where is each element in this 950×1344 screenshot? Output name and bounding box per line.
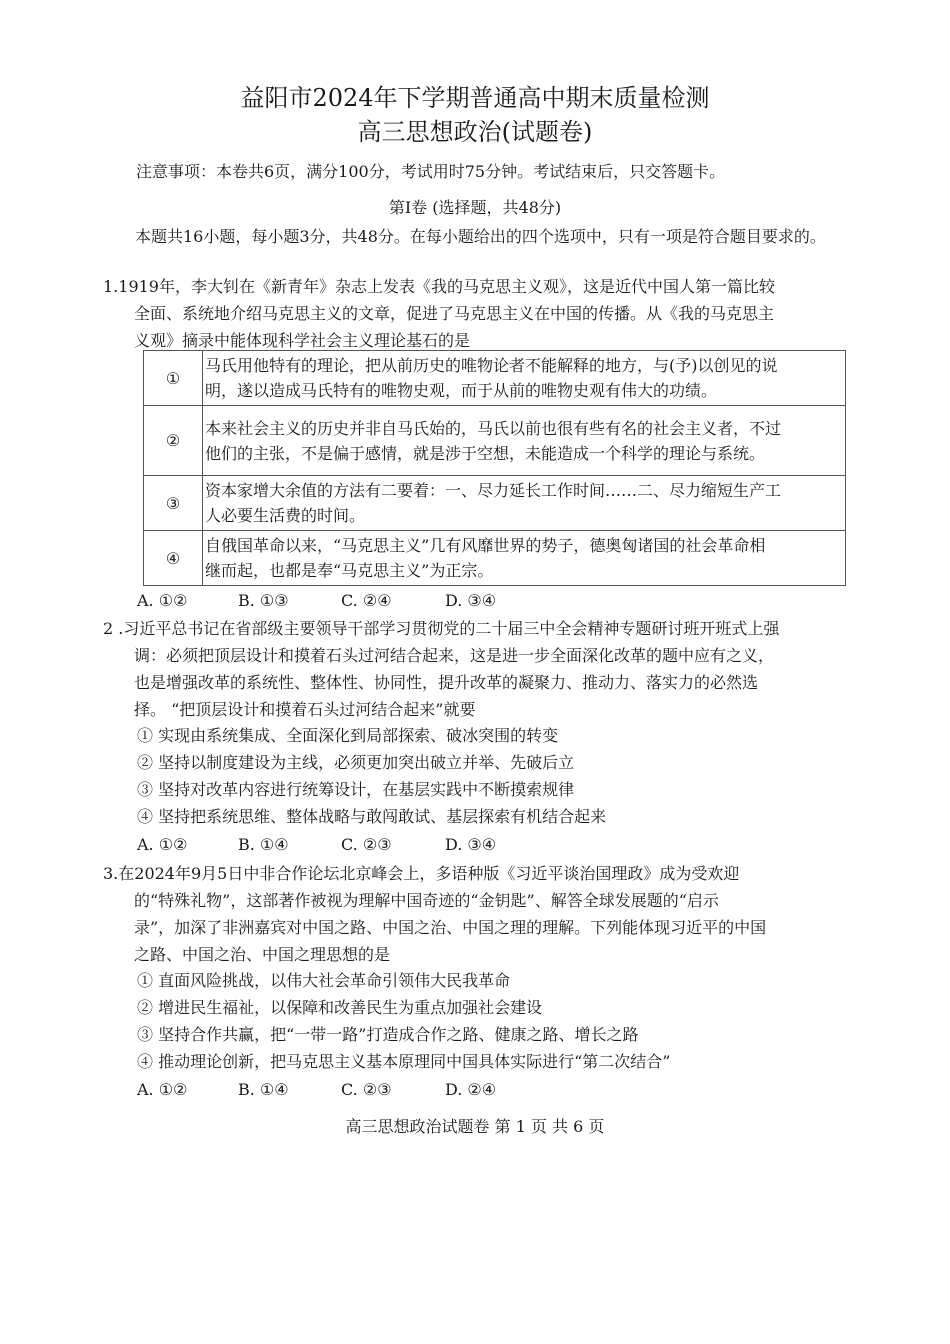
choice-a[interactable]: A. ①② — [137, 591, 188, 610]
excerpt-cell — [203, 531, 846, 586]
table-row — [144, 406, 846, 476]
question-1-stem — [103, 273, 853, 354]
row-number: ③ — [144, 476, 203, 531]
exam-notice: 注意事项：本卷共6页，满分100分，考试用时75分钟。考试结束后，只交答题卡。 — [136, 162, 726, 181]
excerpt-cell — [203, 406, 846, 476]
choice-b[interactable]: B. ①④ — [238, 1080, 289, 1099]
excerpt-line: 马氏用他特有的理论，把从前历史的唯物论者不能解释的地方，与(予)以创见的说 — [205, 356, 778, 375]
question-3-stem — [103, 860, 853, 968]
question-2-option: ③ 坚持对改革内容进行统筹设计，在基层实践中不断摸索规律 — [137, 780, 575, 799]
excerpt-line: 继而起，也都是奉“马克思主义”为正宗。 — [205, 561, 494, 580]
table-row — [144, 531, 846, 586]
question-3-line: 的“特殊礼物”，这部著作被视为理解中国奇迹的“金钥匙”、解答全球发展题的“启示 — [134, 891, 719, 910]
row-number: ④ — [144, 531, 203, 586]
choice-b[interactable]: B. ①③ — [238, 591, 289, 610]
exam-subtitle: 高三思想政治(试题卷) — [357, 118, 593, 146]
question-3-choices — [137, 1079, 496, 1101]
question-1-excerpt-table — [143, 350, 846, 586]
excerpt-line: 人必要生活费的时间。 — [205, 506, 366, 525]
row-number: ① — [144, 351, 203, 406]
question-2-line: 也是增强改革的系统性、整体性、协同性，提升改革的凝聚力、推动力、落实力的必然选 — [134, 673, 759, 692]
question-3-option: ① 直面风险挑战，以伟大社会革命引领伟大民我革命 — [137, 971, 511, 990]
excerpt-line: 明，遂以造成马氏特有的唯物史观，而于从前的唯物史观有伟大的功绩。 — [205, 381, 718, 400]
question-2-option: ① 实现由系统集成、全面深化到局部探索、破冰突围的转变 — [137, 726, 559, 745]
question-1-line: 全面、系统地介绍马克思主义的文章，促进了马克思主义在中国的传播。从《我的马克思主 — [134, 304, 775, 323]
question-2-line: 择。 “把顶层设计和摸着石头过河结合起来”就要 — [134, 700, 476, 719]
question-2-line: 调：必须把顶层设计和摸着石头过河结合起来，这是进一步全面深化改革的题中应有之义， — [134, 646, 775, 665]
excerpt-cell — [203, 476, 846, 531]
row-number: ② — [144, 406, 203, 476]
choice-c[interactable]: C. ②③ — [341, 1080, 392, 1099]
excerpt-line: 资本家增大余值的方法有二要着：一、尽力延长工作时间……二、尽力缩短生产工 — [205, 481, 782, 500]
choice-d[interactable]: D. ③④ — [445, 835, 497, 854]
question-3-line: 3.在2024年9月5日中非合作论坛北京峰会上，多语种版《习近平谈治国理政》成为受欢迎 — [103, 864, 740, 883]
question-2-choices — [137, 834, 496, 856]
choice-c[interactable]: C. ②④ — [341, 591, 392, 610]
question-1-choices — [137, 590, 496, 612]
section-title: 第Ⅰ卷 (选择题，共48分) — [388, 198, 562, 217]
question-1-line: 义观》摘录中能体现科学社会主义理论基石的是 — [134, 331, 471, 350]
excerpt-line: 他们的主张，不是偏于感情，就是涉于空想，未能造成一个科学的理论与系统。 — [205, 443, 766, 463]
question-2-line: 2 .习近平总书记在省部级主要领导干部学习贯彻党的二十届三中全会精神专题研讨班开班式上强 — [103, 619, 780, 638]
choice-b[interactable]: B. ①④ — [238, 835, 289, 854]
exam-title: 益阳市2024年下学期普通高中期末质量检测 — [240, 84, 710, 112]
excerpt-cell — [203, 351, 846, 406]
table-row — [144, 351, 846, 406]
question-3-option: ② 增进民生福祉，以保障和改善民生为重点加强社会建设 — [137, 998, 543, 1017]
page-footer: 高三思想政治试题卷 第 1 页 共 6 页 — [345, 1117, 605, 1136]
question-2-stem — [103, 615, 853, 723]
question-3-option: ③ 坚持合作共赢，把“一带一路”打造成合作之路、健康之路、增长之路 — [137, 1025, 639, 1044]
excerpt-line: 自俄国革命以来，“马克思主义”几有风靡世界的势子，德奥匈诸国的社会革命相 — [205, 536, 766, 555]
question-2-option: ② 坚持以制度建设为主线，必须更加突出破立并举、先破后立 — [137, 753, 575, 772]
choice-a[interactable]: A. ①② — [137, 1080, 188, 1099]
question-3-option: ④ 推动理论创新，把马克思主义基本原理同中国具体实际进行“第二次结合” — [137, 1052, 671, 1071]
section-instructions: 本题共16小题，每小题3分，共48分。在每小题给出的四个选项中，只有一项是符合题目要求的。 — [135, 227, 826, 246]
question-3-line: 之路、中国之治、中国之理思想的是 — [134, 945, 391, 964]
table-row — [144, 476, 846, 531]
choice-a[interactable]: A. ①② — [137, 835, 188, 854]
choice-c[interactable]: C. ②③ — [341, 835, 392, 854]
excerpt-line: 本来社会主义的历史并非自马氏始的，马氏以前也很有些有名的社会主义者，不过 — [205, 418, 782, 438]
question-2-option: ④ 坚持把系统思维、整体战略与敢闯敢试、基层探索有机结合起来 — [137, 807, 607, 826]
question-3-line: 录”，加深了非洲嘉宾对中国之路、中国之治、中国之理的理解。下列能体现习近平的中国 — [134, 918, 767, 937]
choice-d[interactable]: D. ②④ — [445, 1080, 497, 1099]
question-1-line: 1.1919年，李大钊在《新青年》杂志上发表《我的马克思主义观》，这是近代中国人第一篇比较 — [103, 277, 775, 296]
choice-d[interactable]: D. ③④ — [445, 591, 497, 610]
